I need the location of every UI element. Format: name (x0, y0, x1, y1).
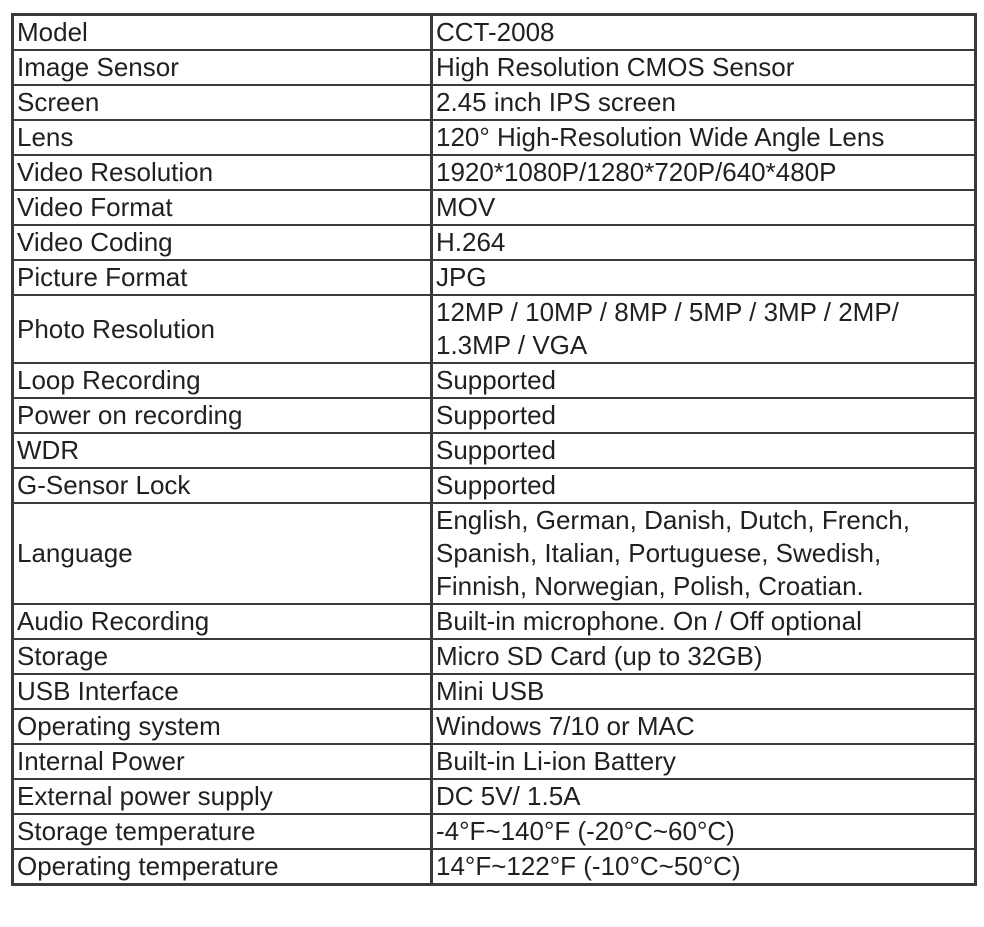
spec-row-language (13, 503, 976, 604)
spec-value: CCT-2008 (432, 15, 976, 51)
spec-label: Storage (13, 639, 432, 674)
spec-label: Operating temperature (13, 849, 432, 885)
spec-row-g-sensor-lock (13, 468, 976, 503)
spec-label: External power supply (13, 779, 432, 814)
spec-value: JPG (432, 260, 976, 295)
spec-row-picture-format (13, 260, 976, 295)
spec-label: Lens (13, 120, 432, 155)
spec-value: Supported (432, 398, 976, 433)
spec-row-video-resolution (13, 155, 976, 190)
spec-value: Supported (432, 363, 976, 398)
spec-value: Windows 7/10 or MAC (432, 709, 976, 744)
spec-label: Video Coding (13, 225, 432, 260)
spec-row-storage-temperature (13, 814, 976, 849)
spec-row-power-on-recording (13, 398, 976, 433)
spec-value: 1920*1080P/1280*720P/640*480P (432, 155, 976, 190)
spec-row-storage (13, 639, 976, 674)
spec-value: Supported (432, 468, 976, 503)
spec-row-operating-temperature (13, 849, 976, 885)
spec-row-audio-recording (13, 604, 976, 639)
spec-value: High Resolution CMOS Sensor (432, 50, 976, 85)
spec-label: G-Sensor Lock (13, 468, 432, 503)
spec-row-lens (13, 120, 976, 155)
spec-row-wdr (13, 433, 976, 468)
spec-row-loop-recording (13, 363, 976, 398)
spec-value: Built-in Li-ion Battery (432, 744, 976, 779)
spec-label: WDR (13, 433, 432, 468)
spec-label: Photo Resolution (13, 295, 432, 363)
spec-value: 2.45 inch IPS screen (432, 85, 976, 120)
spec-table (11, 13, 977, 886)
spec-row-model (13, 15, 976, 51)
spec-row-usb-interface (13, 674, 976, 709)
spec-value: Supported (432, 433, 976, 468)
spec-row-video-coding (13, 225, 976, 260)
spec-row-operating-system (13, 709, 976, 744)
spec-value: English, German, Danish, Dutch, French, Spanish, Italian, Portuguese, Swedish, Finnish, Norwegian, Polish, Croatian. (432, 503, 976, 604)
spec-value: 14°F~122°F (-10°C~50°C) (432, 849, 976, 885)
spec-label: Operating system (13, 709, 432, 744)
spec-row-external-power-supply (13, 779, 976, 814)
spec-value: 12MP / 10MP / 8MP / 5MP / 3MP / 2MP/ 1.3MP / VGA (432, 295, 976, 363)
spec-row-video-format (13, 190, 976, 225)
spec-value: -4°F~140°F (-20°C~60°C) (432, 814, 976, 849)
spec-value: DC 5V/ 1.5A (432, 779, 976, 814)
spec-label: Storage temperature (13, 814, 432, 849)
spec-label: Model (13, 15, 432, 51)
spec-row-screen (13, 85, 976, 120)
spec-value: Built-in microphone. On / Off optional (432, 604, 976, 639)
spec-label: USB Interface (13, 674, 432, 709)
spec-label: Audio Recording (13, 604, 432, 639)
spec-row-image-sensor (13, 50, 976, 85)
spec-label: Loop Recording (13, 363, 432, 398)
spec-label: Power on recording (13, 398, 432, 433)
spec-value: 120° High-Resolution Wide Angle Lens (432, 120, 976, 155)
spec-row-photo-resolution (13, 295, 976, 363)
spec-label: Video Format (13, 190, 432, 225)
spec-label: Video Resolution (13, 155, 432, 190)
spec-label: Picture Format (13, 260, 432, 295)
spec-value: MOV (432, 190, 976, 225)
spec-row-internal-power (13, 744, 976, 779)
spec-label: Image Sensor (13, 50, 432, 85)
spec-value: Mini USB (432, 674, 976, 709)
spec-label: Language (13, 503, 432, 604)
spec-value: H.264 (432, 225, 976, 260)
spec-label: Internal Power (13, 744, 432, 779)
spec-value: Micro SD Card (up to 32GB) (432, 639, 976, 674)
spec-label: Screen (13, 85, 432, 120)
